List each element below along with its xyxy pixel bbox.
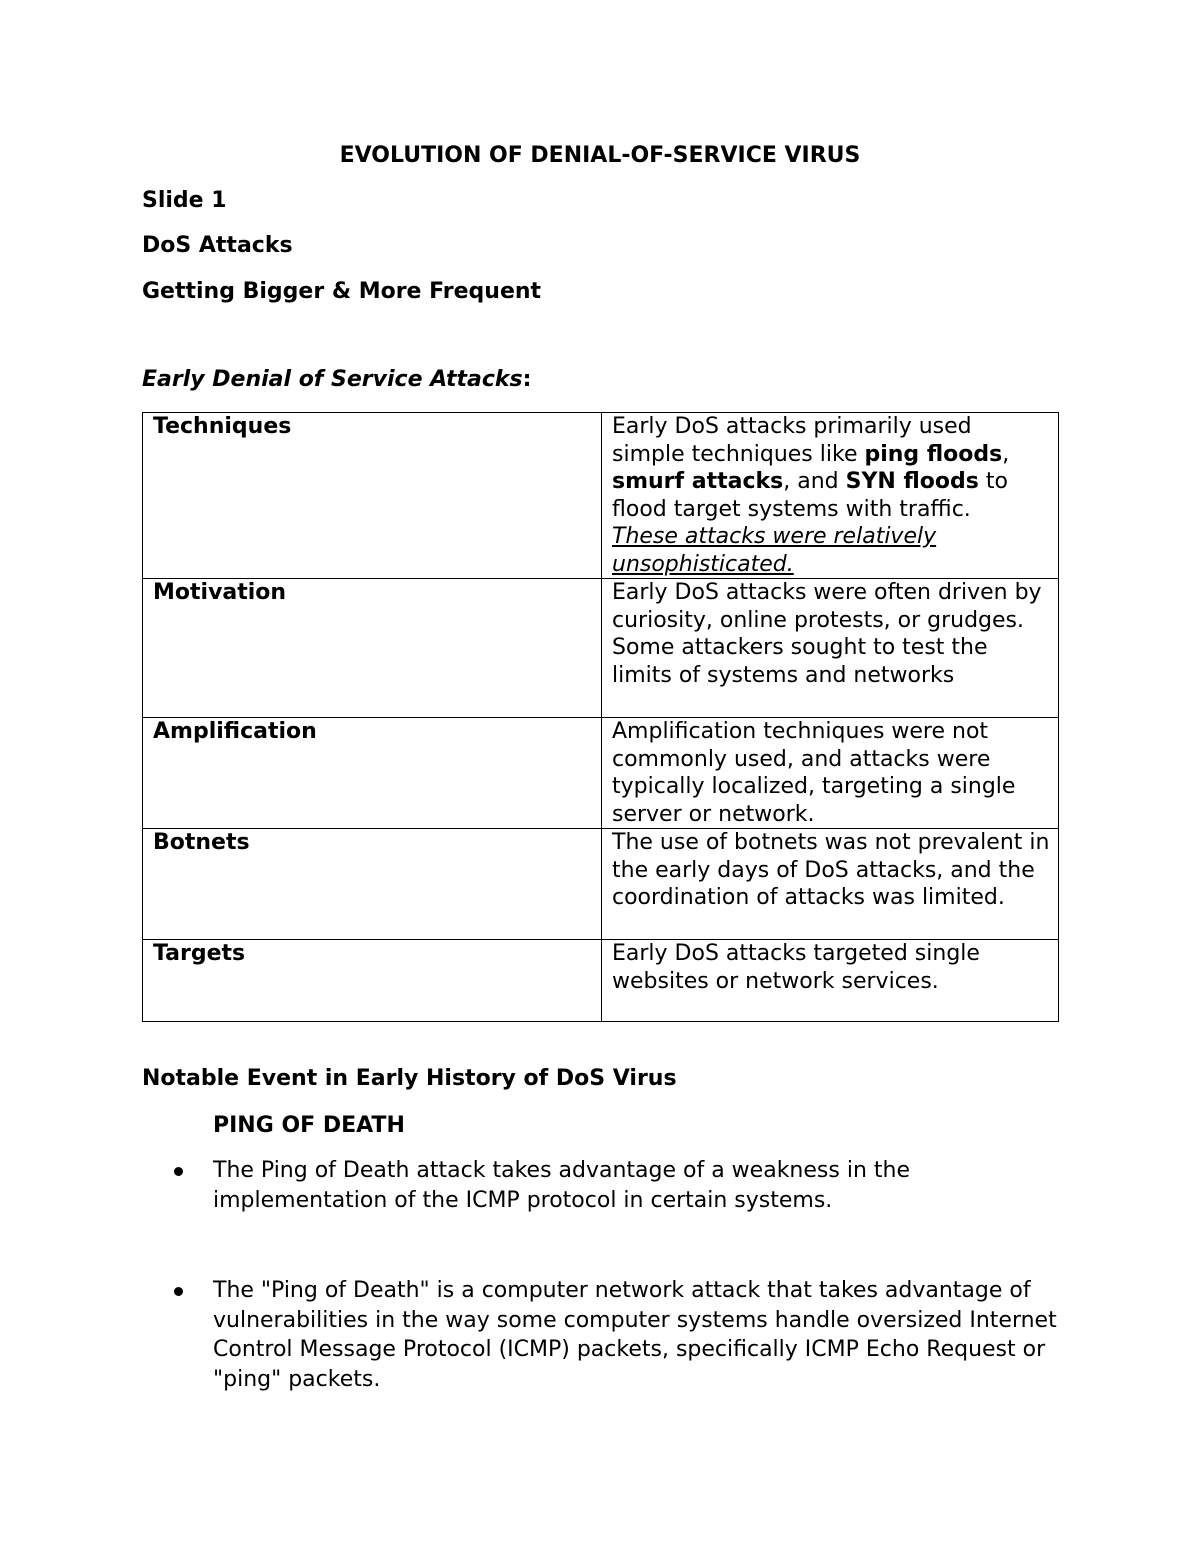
- notable-event-heading: Notable Event in Early History of DoS Virus: [142, 1066, 677, 1091]
- row-label: Techniques: [143, 413, 602, 579]
- table-row: [143, 579, 1059, 718]
- row-label: Botnets: [143, 829, 602, 940]
- heading-colon: :: [522, 367, 532, 392]
- row-label: Targets: [143, 940, 602, 1022]
- row-description: The use of botnets was not prevalent in the early days of DoS attacks, and the coordination of attacks was limited.: [602, 829, 1059, 940]
- row-description: [602, 413, 1059, 579]
- row-label: Motivation: [143, 579, 602, 718]
- bullet-icon: [174, 1167, 183, 1176]
- desc-bold-ping-floods: ping floods: [864, 441, 1003, 467]
- desc-bold-smurf-attacks: smurf attacks: [612, 469, 784, 494]
- table-row: [143, 413, 1059, 579]
- subtitle-bigger-frequent: Getting Bigger & More Frequent: [142, 279, 542, 304]
- subtitle-dos-attacks: DoS Attacks: [142, 233, 293, 258]
- bullet-list: [142, 1156, 1082, 1215]
- row-description: Early DoS attacks targeted single websites or network services.: [602, 940, 1059, 1022]
- document-title: EVOLUTION OF DENIAL-OF-SERVICE VIRUS: [339, 143, 861, 168]
- table-row: [143, 829, 1059, 940]
- ping-of-death-heading: PING OF DEATH: [213, 1113, 405, 1138]
- desc-text: ,: [1002, 441, 1010, 467]
- bullet-icon: [174, 1287, 183, 1296]
- row-label: Amplification: [143, 718, 602, 829]
- row-description: Amplification techniques were not commonly used, and attacks were typically localized, targeting a single server or network.: [602, 718, 1059, 829]
- desc-text: Early DoS attacks primarily used simple techniques like: [612, 414, 972, 467]
- early-attacks-heading-text: Early Denial of Service Attacks: [142, 367, 523, 392]
- bullet-text: The Ping of Death attack takes advantage of a weakness in the implementation of the ICMP protocol in certain systems.: [213, 1158, 910, 1213]
- desc-italic-underlined: These attacks were relatively unsophisticated.: [612, 524, 937, 577]
- table-row: [143, 718, 1059, 829]
- early-attacks-table: [142, 412, 1059, 1022]
- list-item: [142, 1276, 1082, 1394]
- list-item: [142, 1156, 1082, 1215]
- early-attacks-heading: [142, 367, 531, 393]
- desc-text: to flood target systems with traffic.: [612, 469, 1008, 522]
- desc-text: , and: [783, 469, 846, 494]
- row-description: Early DoS attacks were often driven by curiosity, online protests, or grudges. Some attackers sought to test the limits of systems and networks: [602, 579, 1059, 718]
- table-row: [143, 940, 1059, 1022]
- slide-label: Slide 1: [142, 188, 227, 213]
- bullet-text: The "Ping of Death" is a computer network attack that takes advantage of vulnerabilities in the way some computer systems handle oversized Internet Control Message Protocol (ICMP) packets, specifically ICMP Echo Request or "ping" packets.: [213, 1278, 1057, 1392]
- desc-bold-syn-floods: SYN floods: [845, 469, 979, 494]
- bullet-list: [142, 1276, 1082, 1394]
